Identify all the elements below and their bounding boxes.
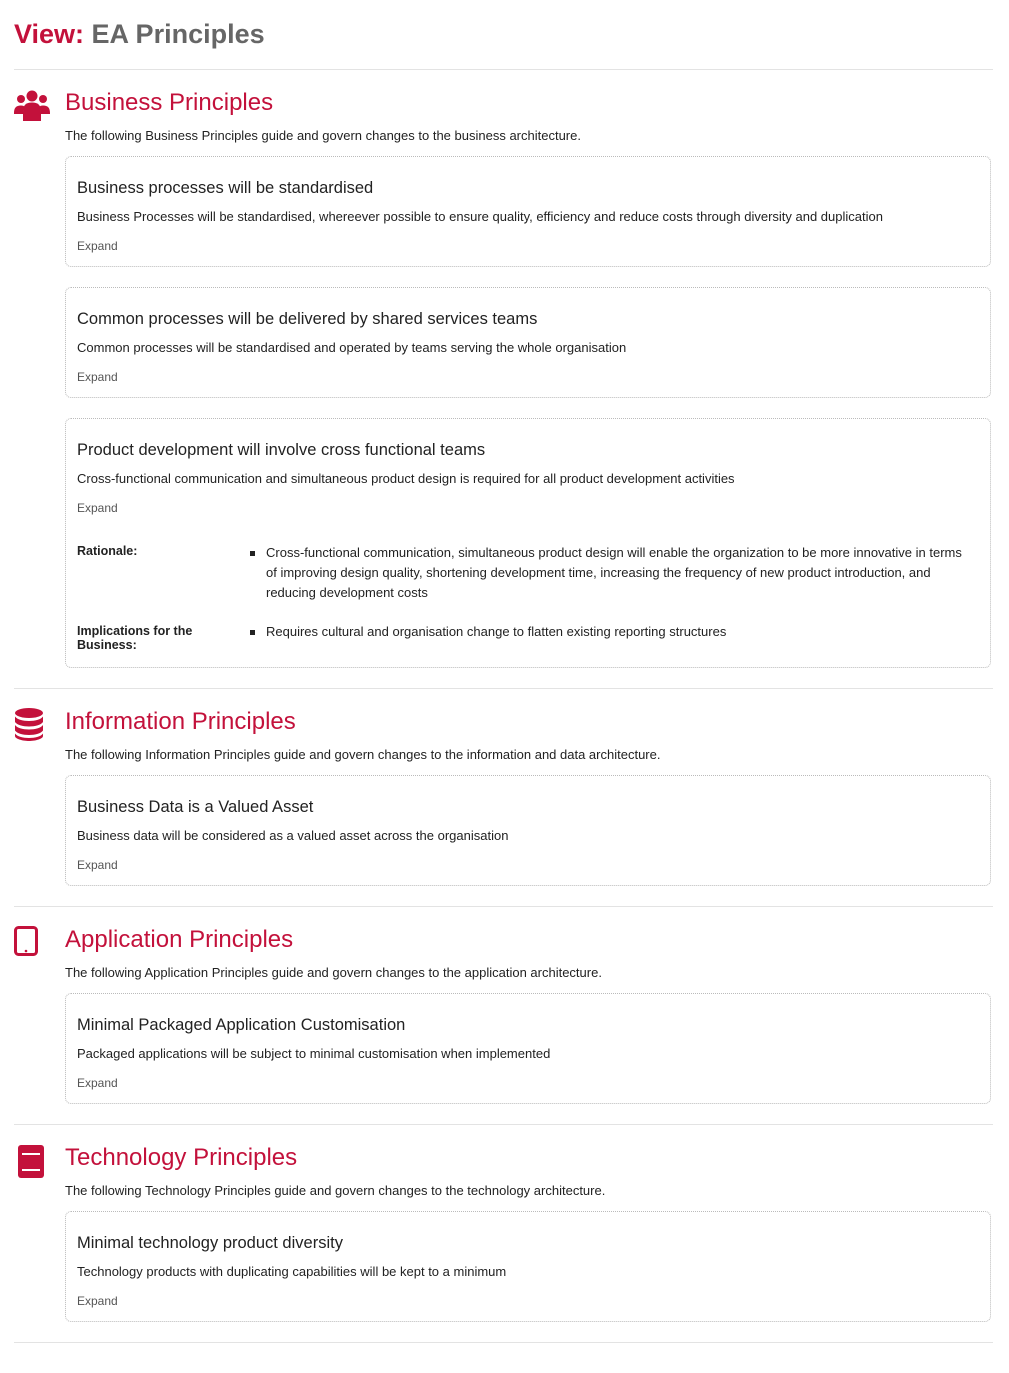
divider xyxy=(14,688,993,689)
section-title-application: Application Principles xyxy=(65,926,294,953)
users-icon xyxy=(14,88,50,122)
rationale-item: Cross-functional communication, simultaneous product design will enable the organization to be more innovative in terms of improving design quality, shortening development time, increasing the frequency of new product introduction, and reducing development costs xyxy=(266,543,976,603)
section-description-technology: The following Technology Principles guide and govern changes to the technology architecture. xyxy=(65,1183,606,1198)
section-title-information: Information Principles xyxy=(65,708,296,735)
principle-title: Minimal technology product diversity xyxy=(77,1234,343,1252)
principle-title: Business Data is a Valued Asset xyxy=(77,798,314,816)
divider xyxy=(14,69,993,70)
tablet-icon xyxy=(14,926,38,956)
principle-title: Minimal Packaged Application Customisation xyxy=(77,1016,406,1034)
page-title xyxy=(14,17,265,51)
view-name: EA Principles xyxy=(91,19,265,49)
section-description-information: The following Information Principles guide and govern changes to the information and data architecture. xyxy=(65,747,661,762)
view-label: View: xyxy=(14,19,85,49)
expand-link[interactable]: Expand xyxy=(77,858,118,872)
server-icon xyxy=(18,1145,44,1178)
principle-description: Business data will be considered as a valued asset across the organisation xyxy=(77,828,509,843)
principle-card-expanded xyxy=(65,418,991,668)
divider xyxy=(14,1342,993,1343)
principle-title: Business processes will be standardised xyxy=(77,179,374,197)
expand-link[interactable]: Expand xyxy=(77,370,118,384)
implications-label: Implications for the Business: xyxy=(77,624,193,652)
principle-card xyxy=(65,775,991,886)
principle-card xyxy=(65,1211,991,1322)
rationale-list xyxy=(266,543,976,603)
implications-item: Requires cultural and organisation change to flatten existing reporting structures xyxy=(266,622,976,642)
principle-card xyxy=(65,156,991,267)
divider xyxy=(14,1124,993,1125)
principle-description: Business Processes will be standardised, whereever possible to ensure quality, efficiency and reduce costs through diversity and duplication xyxy=(77,209,883,224)
principle-description: Cross-functional communication and simultaneous product design is required for all product development activities xyxy=(77,471,735,486)
expand-link[interactable]: Expand xyxy=(77,1076,118,1090)
principle-card xyxy=(65,993,991,1104)
divider xyxy=(14,906,993,907)
principle-title: Common processes will be delivered by shared services teams xyxy=(77,310,538,328)
section-title-technology: Technology Principles xyxy=(65,1144,298,1171)
rationale-label: Rationale: xyxy=(77,544,138,558)
principle-description: Technology products with duplicating capabilities will be kept to a minimum xyxy=(77,1264,507,1279)
expand-link[interactable]: Expand xyxy=(77,1294,118,1308)
section-description-application: The following Application Principles guide and govern changes to the application architecture. xyxy=(65,965,602,980)
expand-link[interactable]: Expand xyxy=(77,501,118,515)
section-description-business: The following Business Principles guide and govern changes to the business architecture. xyxy=(65,128,581,143)
implications-list xyxy=(266,622,976,642)
database-icon xyxy=(14,708,44,741)
principle-description: Packaged applications will be subject to minimal customisation when implemented xyxy=(77,1046,551,1061)
section-title-business: Business Principles xyxy=(65,89,274,116)
principle-title: Product development will involve cross functional teams xyxy=(77,441,486,459)
expand-link[interactable]: Expand xyxy=(77,239,118,253)
principle-card xyxy=(65,287,991,398)
principle-description: Common processes will be standardised and operated by teams serving the whole organisation xyxy=(77,340,627,355)
